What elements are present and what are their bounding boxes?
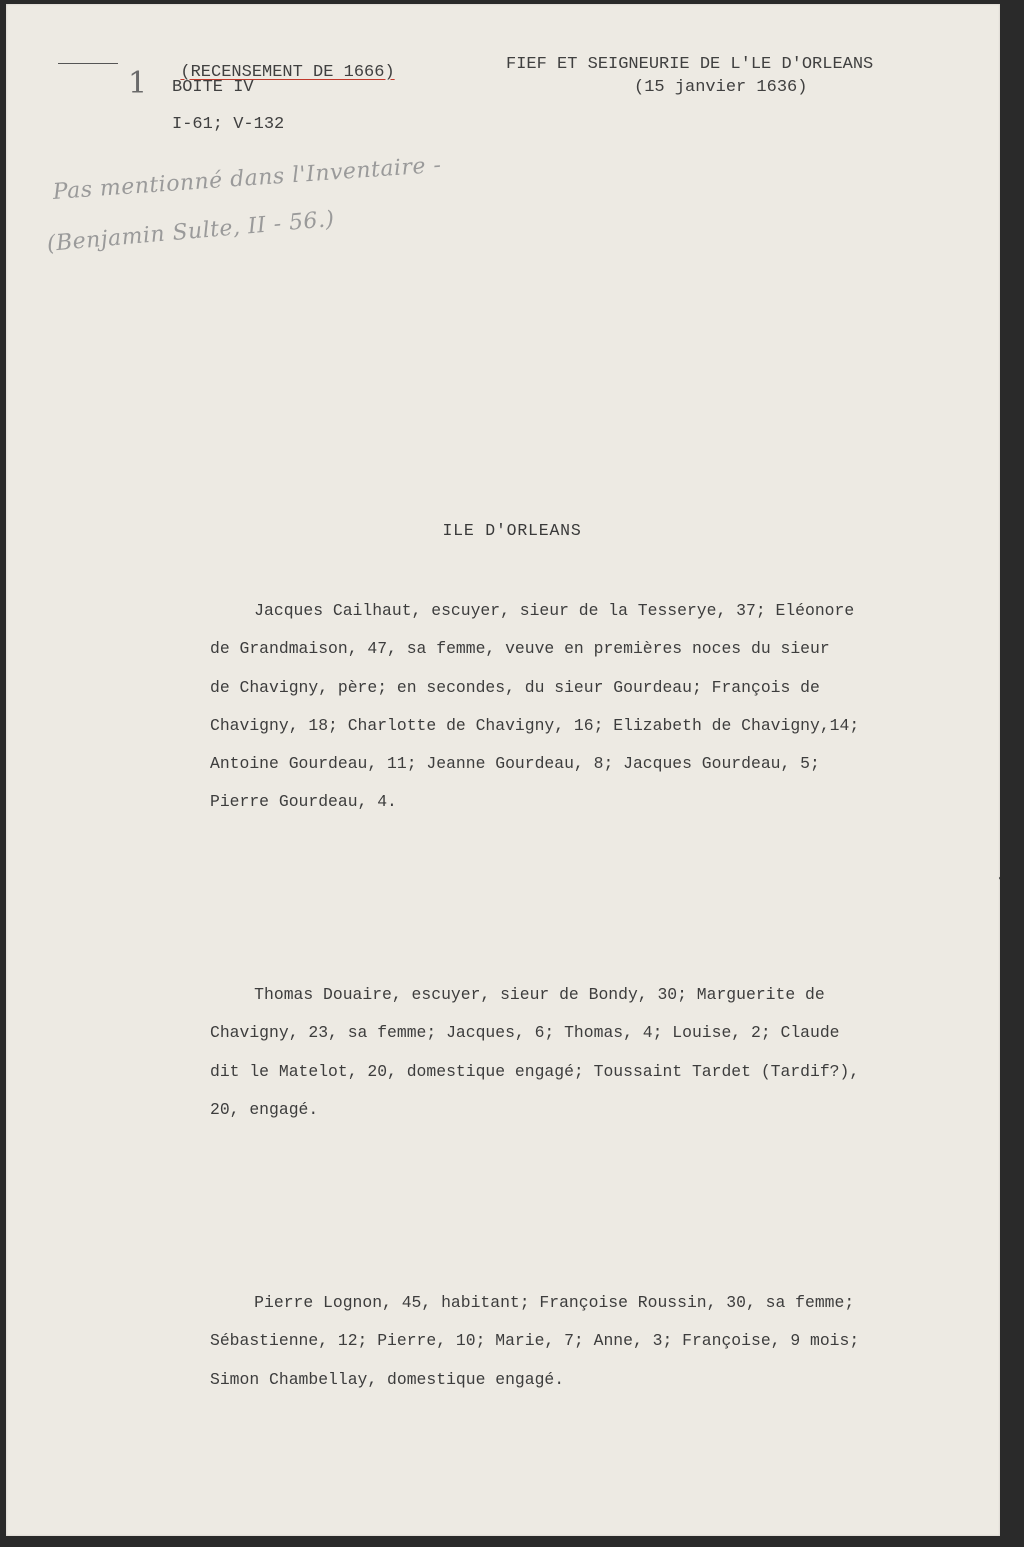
handwritten-note-line2: (Benjamin Sulte, II - 56.) (46, 206, 336, 257)
entry-line: dit le Matelot, 20, domestique engagé; Toussaint Tardet (Tardif?), (210, 1061, 860, 1081)
header-census-text: (RECENSEMENT DE 1666) (180, 63, 395, 82)
section-title: ILE D'ORLEANS (442, 521, 582, 540)
entry-line: Simon Chambellay, domestique engagé. (210, 1369, 565, 1389)
entry-line: Chavigny, 18; Charlotte de Chavigny, 16; Elizabeth de Chavigny,14; (210, 715, 860, 735)
entry-line: Pierre Gourdeau, 4. (210, 792, 397, 812)
entry-line: de Chavigny, père; en secondes, du sieur Gourdeau; François de (210, 677, 820, 697)
entry-line: Thomas Douaire, escuyer, sieur de Bondy, 30; Marguerite de (205, 985, 825, 1004)
entry-line: de Grandmaison, 47, sa femme, veuve en premières noces du sieur (210, 639, 830, 659)
entry-line: Sébastienne, 12; Pierre, 10; Marie, 7; Anne, 3; Françoise, 9 mois; (210, 1331, 860, 1351)
entry-line: Antoine Gourdeau, 11; Jeanne Gourdeau, 8; Jacques Gourdeau, 5; (210, 754, 820, 774)
census-entry-3 (205, 1284, 980, 1399)
entry-line: 20, engagé. (210, 1099, 319, 1119)
header-box-label: BOITE IV (172, 78, 254, 97)
handwritten-note-line1: Pas mentionné dans l'Inventaire - (52, 152, 443, 205)
entry-line: Chavigny, 23, sa femme; Jacques, 6; Thomas, 4; Louise, 2; Claude (210, 1023, 840, 1043)
header-date: (15 janvier 1636) (634, 78, 808, 97)
census-entry-2 (205, 976, 980, 1129)
page-edge-notch (999, 866, 1008, 894)
census-entry-1 (205, 592, 980, 822)
header-fief-title: FIEF ET SEIGNEURIE DE L'LE D'ORLEANS (506, 55, 874, 74)
header-census-label (160, 44, 395, 82)
entry-line: Pierre Lognon, 45, habitant; Françoise Roussin, 30, sa femme; (205, 1293, 855, 1312)
entry-line: Jacques Cailhaut, escuyer, sieur de la Tesserye, 37; Eléonore (205, 601, 855, 620)
margin-dash-mark (58, 63, 118, 64)
header-reference: I-61; V-132 (172, 115, 285, 134)
margin-number: 1 (128, 66, 148, 101)
